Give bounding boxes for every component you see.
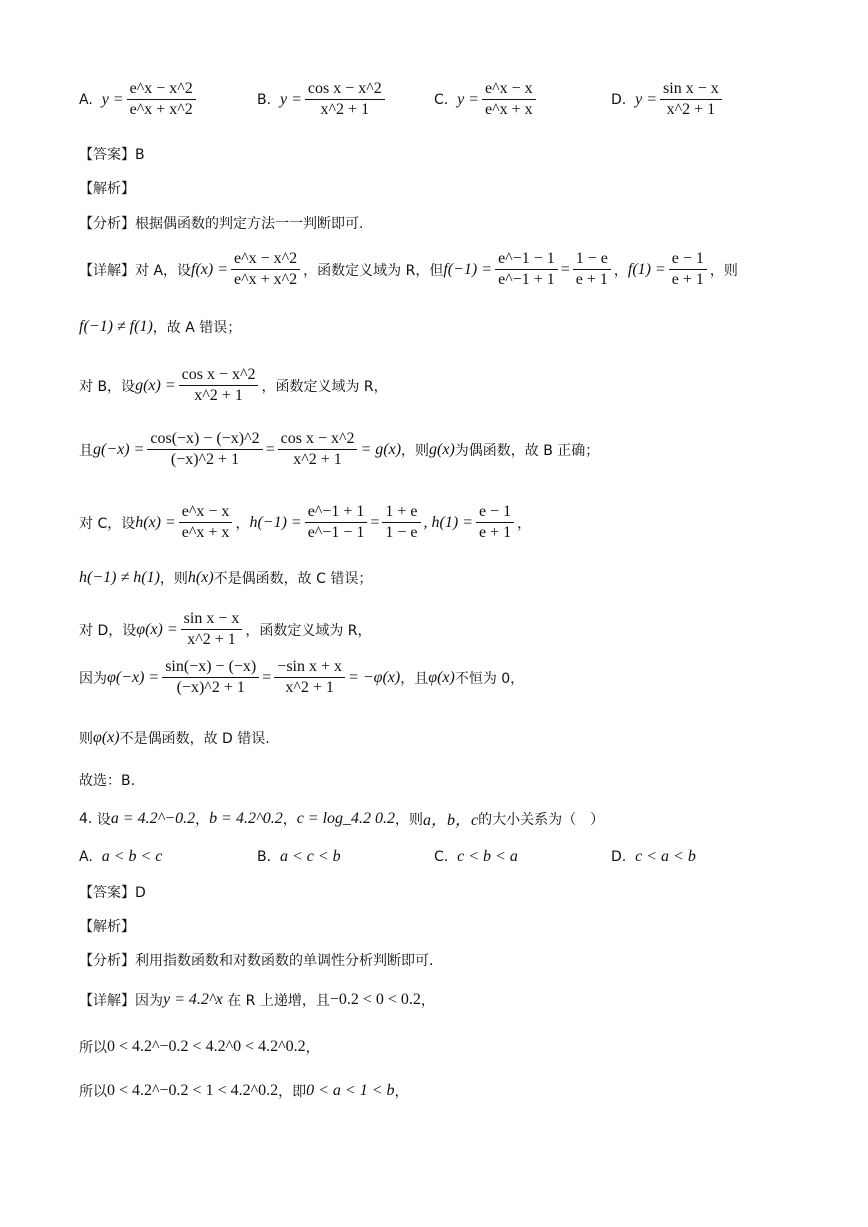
option-lhs: y = (457, 90, 480, 108)
fraction: $\frac{\text{sin x − x}}{x\^{}2 + 1}$ (181, 610, 243, 649)
fraction: $\frac{e\^{}-1 - 1}{e\^{}-1 + 1}$ (495, 250, 558, 289)
so-line-2: 所以 0 < 4.2^−0.2 < 1 < 4.2^0.2 ，即 0 < a < 1 < b ， (79, 1082, 409, 1100)
fenxi-2: 【分析】利用指数函数和对数函数的单调性分析判断即可. (79, 953, 434, 969)
detail-line-d1: 对 D，设 φ(x) = $\frac{\text{sin x − x}}{x\^{}2 + 1}$ ，函数定义域为 R， (79, 610, 372, 648)
detail-line-d2: 因为 φ(−x) = $\frac{\sin(-x) - (-x)}{(-x)\^{}2 + 1}$ = $\frac{\text{−sin x + x}}{x\^{}2 + 1}$ = −φ(x) ，且 φ(x) 不恒为 0， (79, 658, 525, 696)
fraction: $\frac{\text{cos x − x\textasciicircum{}2}}{x\^{}2 + 1}$ (305, 80, 385, 119)
q4-option-b: B. a < c < b (257, 848, 341, 865)
fraction: $\frac{\text{cos x − x\textasciicircum{}2}}{x\^{}2 + 1}$ (278, 430, 358, 469)
fraction: $\frac{e\^{}-1 + 1}{e\^{}-1 - 1}$ (305, 503, 368, 542)
option-d (611, 80, 725, 119)
option-c (434, 80, 539, 119)
fraction: $\frac{\text{sin x − x}}{x\^{}2 + 1}$ (660, 80, 722, 119)
analysis-heading-1: 【解析】 (79, 181, 135, 197)
option-label: B. (257, 91, 272, 108)
option-a (79, 80, 199, 119)
fraction: $\frac{e\^{}x - x\^{}2}{e\^{}x + x\^{}2}$ (127, 80, 196, 119)
detail-line-b1: 对 B，设 g(x) = $\frac{\text{cos x − x\textasciicircum{}2}}{x\^{}2 + 1}$ ，函数定义域为 R， (79, 366, 388, 404)
detail-line-a2: f(−1) ≠ f(1) ，故 A 错误； (79, 318, 242, 336)
choose-1: 故选：B. (79, 773, 136, 789)
fraction: $\frac{e - 1}{e + 1}$ (476, 503, 514, 542)
detail-line-a: 【详解】对 A，设 f(x) = $\frac{e\^{}x - x\^{}2}{e\^{}x + x\^{}2}$ ，函数定义域为 R，但 f(−1) = $\frac{e\^{}-1 - 1}{e\^{}-1 + 1}$ = $\frac{1 - e}{e + 1}$ ， f(1) = $\frac{e - 1}{e + 1}$ ，则 (79, 250, 738, 288)
fenxi-1: 【分析】根据偶函数的判定方法一一判断即可. (79, 216, 364, 232)
answer-1: 【答案】B (79, 147, 145, 163)
fraction: $\frac{1 - e}{e + 1}$ (573, 250, 611, 289)
analysis-heading-2: 【解析】 (79, 919, 135, 935)
fraction: $\frac{\cos(-x) - (-x)\^{}2}{(-x)\^{}2 + 1}$ (147, 430, 262, 469)
detail-2: 【详解】因为 y = 4.2^x 在 R 上递增，且 −0.2 < 0 < 0.2 ， (79, 991, 435, 1009)
detail-line-b2: 且 g(−x) = $\frac{\cos(-x) - (-x)\^{}2}{(-x)\^{}2 + 1}$ = $\frac{\text{cos x − x\textasciicircum{}2}}{x\^{}2 + 1}$ = g(x) ，则 g(x) 为偶函数，故 B 正确； (79, 430, 600, 468)
fraction: $\frac{e\^{}x - x}{e\^{}x + x}$ (179, 503, 233, 542)
option-lhs: y = (279, 90, 302, 108)
option-label: C. (434, 91, 449, 108)
option-lhs: y = (635, 90, 658, 108)
fraction: $\frac{\sin(-x) - (-x)}{(-x)\^{}2 + 1}$ (162, 658, 259, 697)
detail-line-c2: h(−1) ≠ h(1) ，则 h(x) 不是偶函数，故 C 错误； (79, 569, 373, 587)
fraction: $\frac{\text{−sin x + x}}{x\^{}2 + 1}$ (274, 658, 345, 697)
detail-line-c1: 对 C，设 h(x) = $\frac{e\^{}x - x}{e\^{}x + x}$ ， h(−1) = $\frac{e\^{}-1 + 1}{e\^{}-1 - 1}$ = $\frac{1 + e}{1 - e}$ , h(1) = $\frac{e - 1}{e + 1}$ ， (79, 503, 532, 541)
q4-option-d: D. c < a < b (611, 848, 696, 865)
fraction: $\frac{e\^{}x - x}{e\^{}x + x}$ (482, 80, 536, 119)
q4-option-a: A. a < b < c (79, 848, 163, 865)
option-label: A. (79, 91, 93, 108)
fraction: $\frac{\text{cos x − x\textasciicircum{}2}}{x\^{}2 + 1}$ (179, 366, 259, 405)
question-4: 4. 设 a = 4.2^−0.2 ， b = 4.2^0.2 ， c = log_4.2 0.2 ，则 a，b，c 的大小关系为（ ） (79, 809, 605, 829)
fraction: $\frac{e\^{}x - x\^{}2}{e\^{}x + x\^{}2}$ (231, 250, 300, 289)
fraction: $\frac{1 + e}{1 - e}$ (382, 503, 420, 542)
fraction: $\frac{e - 1}{e + 1}$ (669, 250, 707, 289)
option-label: D. (611, 91, 627, 108)
q4-option-c: C. c < b < a (434, 848, 518, 865)
option-lhs: y = (101, 90, 124, 108)
so-line-1: 所以 0 < 4.2^−0.2 < 4.2^0 < 4.2^0.2 ， (79, 1038, 320, 1056)
option-b (257, 80, 388, 119)
detail-line-d3: 则 φ(x) 不是偶函数，故 D 错误. (79, 729, 270, 747)
answer-2: 【答案】D (79, 885, 146, 901)
